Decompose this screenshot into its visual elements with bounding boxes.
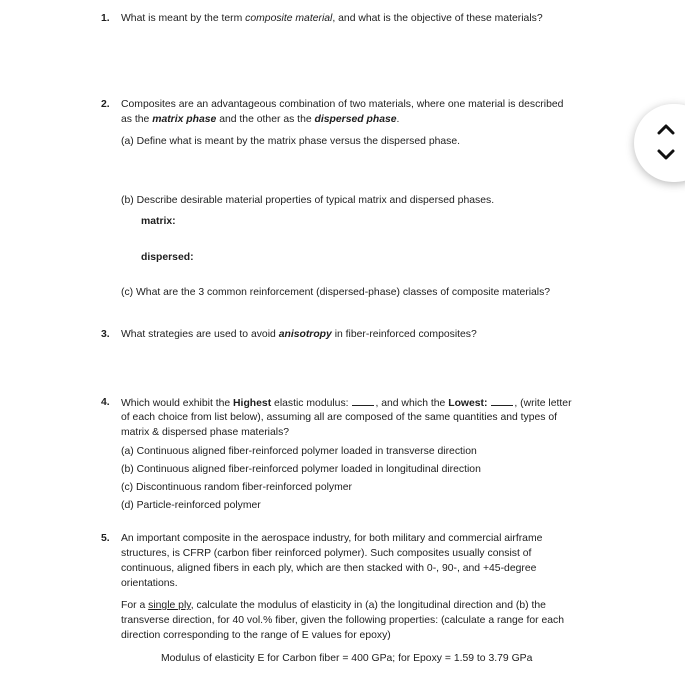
modulus-properties: Modulus of elasticity E for Carbon fiber = 400 GPa; for Epoxy = 1.59 to 3.79 GPa: [161, 653, 533, 664]
matrix-label: matrix:: [141, 216, 176, 227]
answer-blank-lowest: [491, 395, 513, 406]
question-5-p2-line-2: transverse direction, for 40 vol.% fiber, given the following properties: (calculate a range for each: [121, 615, 564, 626]
question-2-line-2: as the matrix phase and the other as the dispersed phase.: [121, 114, 400, 125]
question-2b: (b) Describe desirable material properties of typical matrix and dispersed phases.: [121, 195, 495, 206]
question-5-p1-line-2: structures, is CFRP (carbon fiber reinforced polymer). Such composites usually consist of: [121, 548, 532, 559]
question-2c: (c) What are the 3 common reinforcement (dispersed-phase) classes of composite materials?: [121, 287, 551, 298]
option-b: (b) Continuous aligned fiber-reinforced polymer loaded in longitudinal direction: [121, 464, 481, 475]
question-5-p1-line-3: continuous, aligned fibers in each ply, which are then stacked with 0-, 90-, and +45-degree: [121, 563, 537, 574]
option-d: (d) Particle-reinforced polymer: [121, 500, 261, 511]
question-2a: (a) Define what is meant by the matrix phase versus the dispersed phase.: [121, 136, 461, 147]
question-4-number: 4.: [101, 397, 110, 408]
chevron-down-icon[interactable]: [656, 148, 676, 162]
question-2-line-1: Composites are an advantageous combination of two materials, where one material is described: [121, 99, 564, 110]
answer-blank-highest: [352, 395, 374, 406]
question-5-p1-line-4: orientations.: [121, 578, 178, 589]
scroll-nav-widget: [634, 104, 685, 182]
question-3-number: 3.: [101, 329, 110, 340]
question-5-p2-line-3: direction corresponding to the range of E values for epoxy): [121, 630, 391, 641]
chevron-up-icon[interactable]: [656, 122, 676, 136]
dispersed-label: dispersed:: [141, 252, 194, 263]
question-4-line-3: matrix & dispersed phase materials?: [121, 427, 290, 438]
question-1-text: What is meant by the term composite material, and what is the objective of these materials?: [121, 13, 543, 24]
question-4-line-2: of each choice from list below), assuming all are composed of the same quantities and types of: [121, 412, 558, 423]
option-c: (c) Discontinuous random fiber-reinforced polymer: [121, 482, 352, 493]
question-5-p1-line-1: An important composite in the aerospace industry, for both military and commercial airframe: [121, 533, 543, 544]
question-5-p2-line-1: For a single ply, calculate the modulus of elasticity in (a) the longitudinal direction and (b) the: [121, 600, 546, 611]
question-3-text: What strategies are used to avoid anisotropy in fiber-reinforced composites?: [121, 329, 477, 340]
question-1: [101, 11, 110, 26]
question-number: 1.: [101, 13, 110, 24]
option-a: (a) Continuous aligned fiber-reinforced polymer loaded in transverse direction: [121, 446, 477, 457]
question-5-number: 5.: [101, 533, 110, 544]
question-4-line-1: Which would exhibit the Highest elastic modulus: , and which the Lowest: , (write letter: [121, 395, 572, 411]
question-2-number: 2.: [101, 99, 110, 110]
